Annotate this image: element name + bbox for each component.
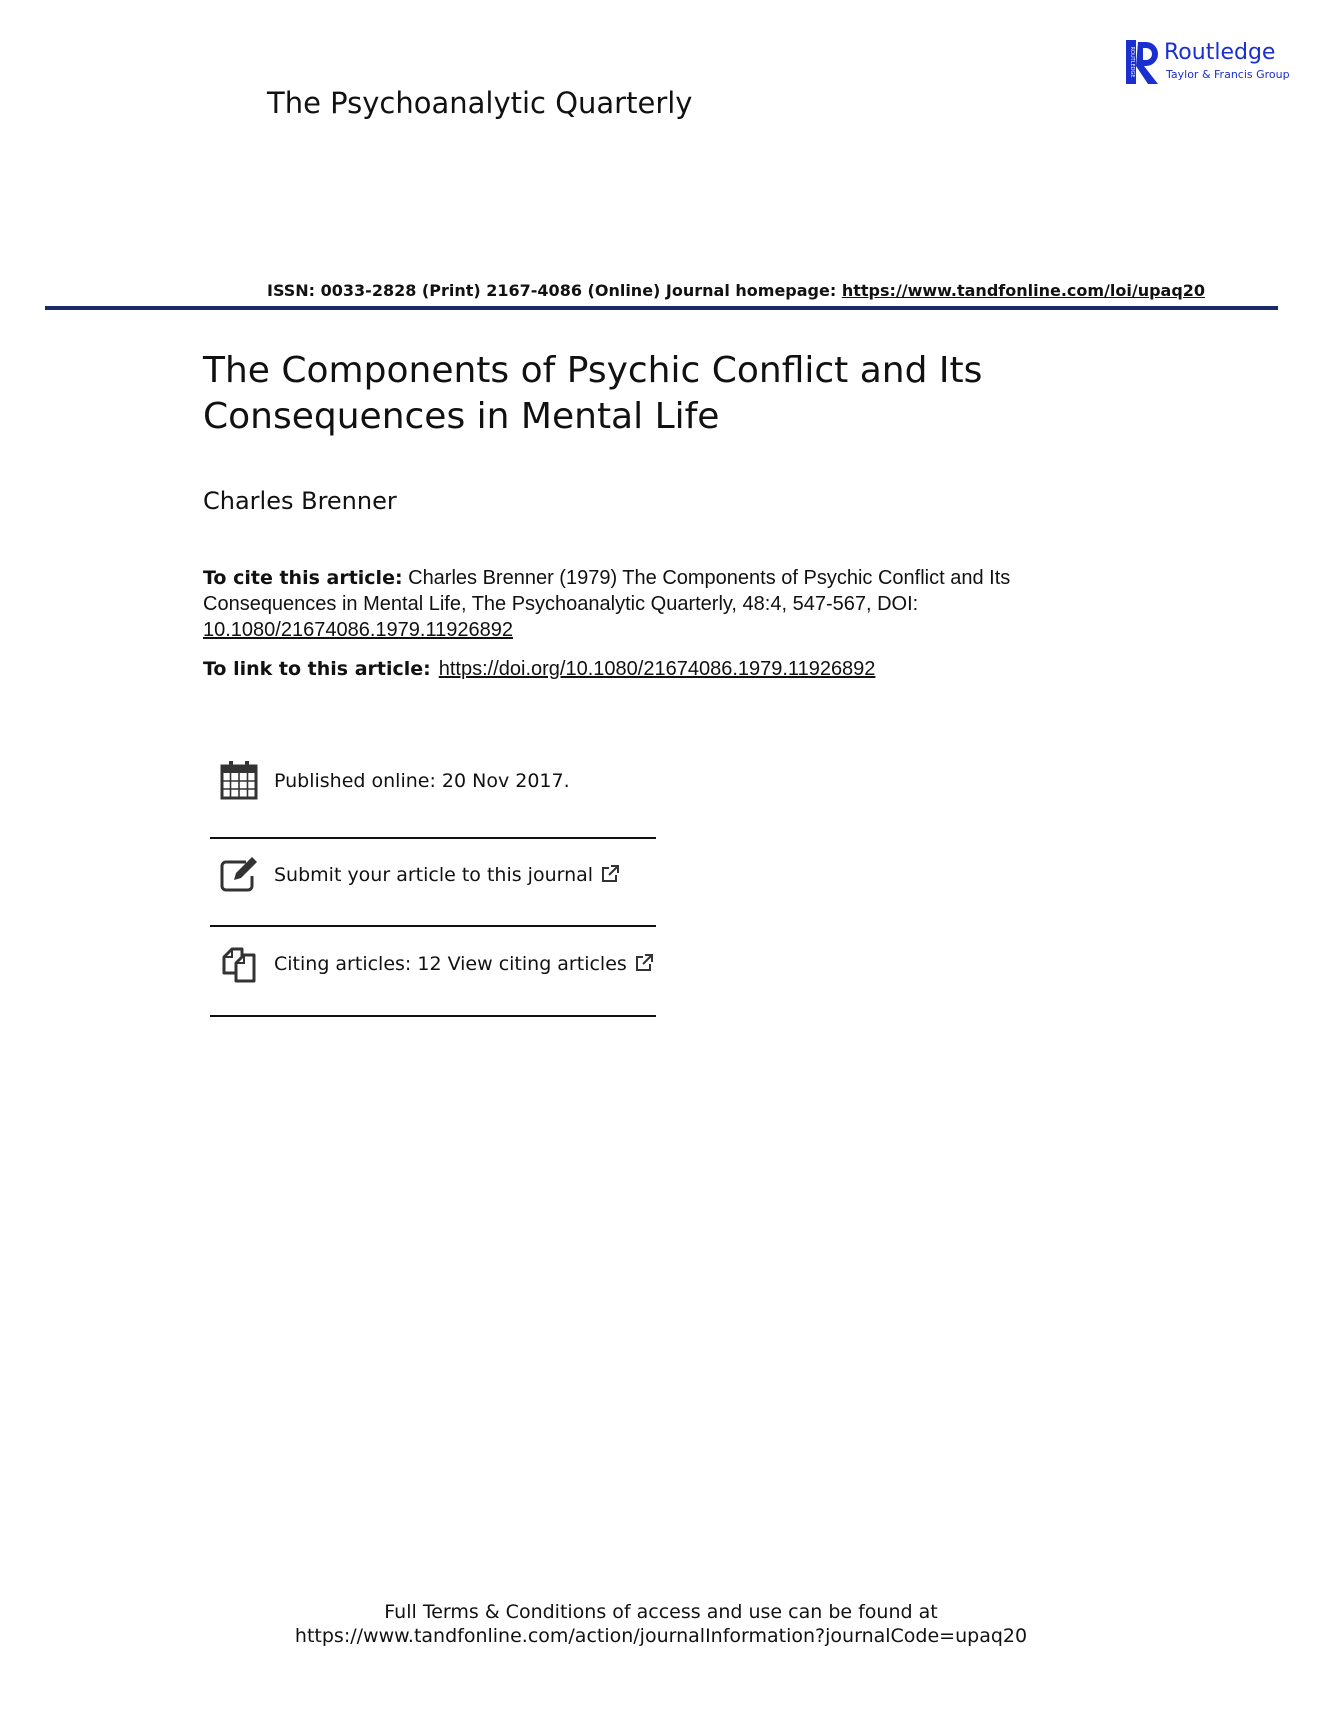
edit-icon — [220, 854, 258, 894]
issn-line — [267, 281, 1205, 300]
publisher-subtitle: Taylor & Francis Group — [1166, 68, 1290, 81]
header-rule — [45, 306, 1278, 310]
citing-articles-icon — [220, 943, 258, 983]
article-author: Charles Brenner — [203, 487, 397, 515]
citation-label: To cite this article: — [203, 567, 403, 589]
citing-text: Citing articles: 12 View citing articles — [274, 953, 627, 975]
journal-title: The Psychoanalytic Quarterly — [267, 86, 693, 120]
issn-text: ISSN: 0033-2828 (Print) 2167-4086 (Online) Journal homepage: — [267, 281, 842, 300]
calendar-icon — [220, 760, 258, 800]
citing-row[interactable] — [210, 921, 656, 1009]
published-text: Published online: 20 Nov 2017. — [274, 770, 570, 792]
footer-terms-text: Full Terms & Conditions of access and use can be found at — [384, 1601, 938, 1623]
submit-row[interactable] — [210, 832, 656, 920]
divider — [210, 1015, 656, 1017]
link-label: To link to this article: — [203, 658, 431, 680]
citation-text: Charles Brenner (1979) The Components of Psychic Conflict and Its Consequences in Mental Life, The Psychoanalytic Quarterly, 48:4, 547-567, DOI: — [203, 567, 1011, 615]
publisher-logo[interactable] — [1126, 38, 1290, 88]
journal-homepage-link[interactable]: https://www.tandfonline.com/loi/upaq20 — [841, 281, 1206, 300]
external-link-icon — [635, 954, 653, 972]
external-link-icon — [601, 865, 619, 883]
citation-block — [203, 565, 1023, 643]
footer — [0, 1600, 1322, 1648]
publisher-name: Routledge — [1164, 40, 1276, 65]
citing-link[interactable] — [274, 953, 653, 975]
routledge-logo-icon — [1126, 38, 1162, 88]
footer-terms-link[interactable]: https://www.tandfonline.com/action/journalInformation?journalCode=upaq20 — [294, 1625, 1028, 1647]
submit-link[interactable] — [274, 864, 619, 886]
published-row — [210, 738, 656, 826]
article-link-line — [203, 658, 875, 681]
article-title: The Components of Psychic Conflict and Its Consequences in Mental Life — [203, 350, 983, 437]
logo-vertical-text: ROUTLEDGE — [1129, 46, 1135, 78]
article-doi-link[interactable]: https://doi.org/10.1080/21674086.1979.11926892 — [438, 658, 876, 680]
submit-text: Submit your article to this journal — [274, 864, 594, 886]
citation-doi-link[interactable]: 10.1080/21674086.1979.11926892 — [203, 619, 513, 641]
